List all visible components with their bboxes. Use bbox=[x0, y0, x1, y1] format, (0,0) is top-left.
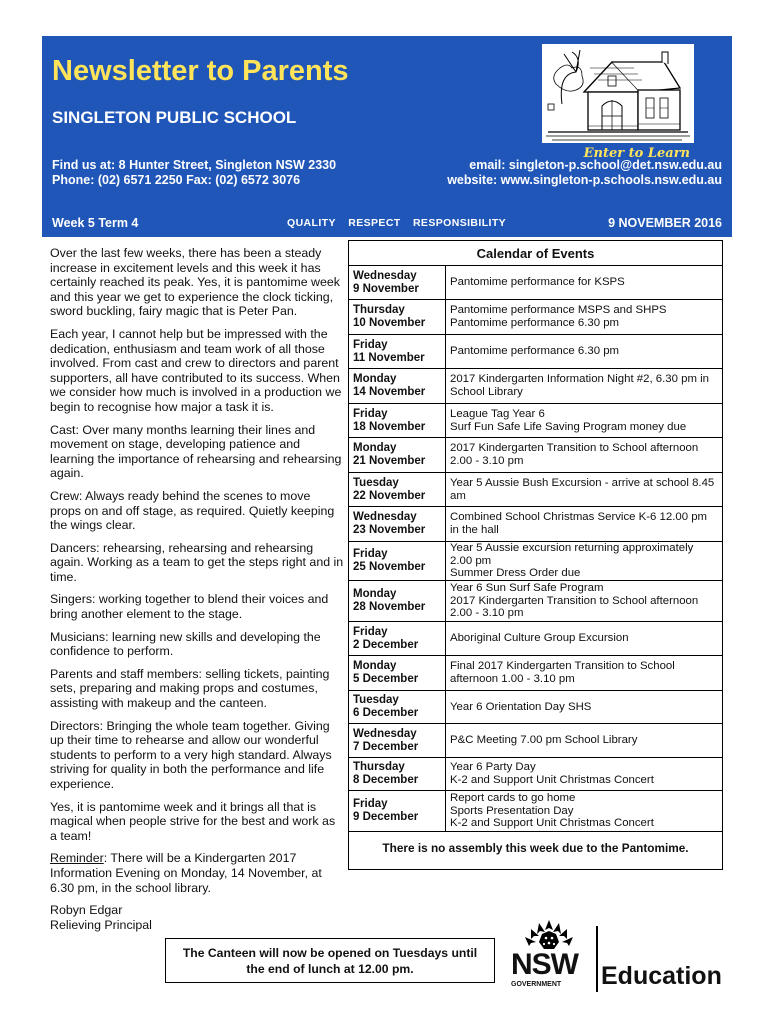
government-wordmark: GOVERNMENT bbox=[511, 981, 562, 988]
event-line: 2017 Kindergarten Information Night #2, 6.30 pm in School Library bbox=[450, 373, 709, 398]
event-date bbox=[349, 542, 446, 580]
calendar-row bbox=[349, 724, 722, 758]
school-email: email: singleton-p.school@det.nsw.edu.au bbox=[469, 158, 722, 172]
event-description bbox=[446, 758, 722, 790]
signer-role: Relieving Principal bbox=[50, 917, 152, 932]
calendar-rows bbox=[349, 266, 722, 832]
event-date-text: 5 December bbox=[353, 673, 419, 685]
event-date bbox=[349, 335, 446, 368]
letter-paragraph: Cast: Over many months learning their lines and movement on stage, developing patience and learning the importance of rehearsing and rehearsing again. bbox=[50, 422, 342, 481]
school-building-drawing bbox=[542, 44, 694, 143]
event-description bbox=[446, 791, 722, 831]
event-date bbox=[349, 300, 446, 334]
newsletter-banner bbox=[42, 36, 732, 237]
event-line: Year 5 Aussie excursion returning approximately 2.00 pm bbox=[450, 542, 694, 567]
event-description bbox=[446, 369, 722, 403]
event-date bbox=[349, 266, 446, 299]
event-day: Monday bbox=[353, 442, 397, 454]
event-line: Report cards to go home bbox=[450, 792, 576, 805]
event-description bbox=[446, 656, 722, 690]
event-line: Aboriginal Culture Group Excursion bbox=[450, 632, 629, 645]
event-date-text: 18 November bbox=[353, 420, 426, 433]
event-line: K-2 and Support Unit Christmas Concert bbox=[450, 774, 654, 786]
school-name: SINGLETON PUBLIC SCHOOL bbox=[52, 108, 297, 127]
newsletter-title: Newsletter to Parents bbox=[52, 55, 349, 87]
letter-paragraph: Directors: Bringing the whole team together. Giving up their time to rehearse and allow our wonderful students to perform to a very high standard. Always striving for quality in both the performance and life experience. bbox=[50, 718, 332, 791]
event-day: Friday bbox=[353, 625, 388, 638]
event-day: Monday bbox=[353, 373, 397, 385]
event-date-text: 2 December bbox=[353, 638, 419, 651]
event-line: Year 6 Sun Surf Safe Program bbox=[450, 582, 604, 595]
calendar-row bbox=[349, 473, 722, 507]
school-values bbox=[287, 217, 515, 229]
event-line: 2017 Kindergarten Transition to School afternoon 2.00 - 3.10 pm bbox=[450, 442, 699, 467]
signer-name: Robyn Edgar bbox=[50, 903, 123, 918]
event-date-text: 9 December bbox=[353, 811, 419, 823]
canteen-notice bbox=[165, 938, 495, 983]
event-day: Friday bbox=[353, 338, 388, 351]
event-day: Monday bbox=[353, 588, 397, 600]
event-line: Pantomime performance 6.30 pm bbox=[450, 317, 620, 329]
event-date bbox=[349, 724, 446, 757]
event-date-text: 7 December bbox=[353, 740, 419, 753]
event-description bbox=[446, 438, 722, 472]
letter-paragraph: Dancers: rehearsing, rehearsing and rehearsing again. Working as a team to get the steps right and in time. bbox=[50, 540, 344, 584]
event-description bbox=[446, 622, 722, 655]
calendar-row bbox=[349, 791, 722, 832]
calendar-row bbox=[349, 622, 722, 656]
logo-divider bbox=[596, 926, 598, 992]
event-date bbox=[349, 622, 446, 655]
letter-paragraph: Each year, I cannot help but be impressed with the dedication, enthusiasm and team work of all those involved. From cast and crew to directors and parent supporters, all have contributed to its success. When we consider how much is involved in a production we begin to recognise how major a task it is. bbox=[50, 326, 342, 414]
event-description bbox=[446, 335, 722, 368]
event-day: Thursday bbox=[353, 761, 405, 773]
school-building-illustration bbox=[542, 44, 694, 143]
nsw-wordmark: NSW bbox=[511, 948, 578, 981]
principal-letter bbox=[50, 246, 344, 932]
reminder-paragraph bbox=[50, 851, 344, 895]
reminder-text: : There will be a Kindergarten 2017 Information Evening on Monday, 14 November, at 6.30 pm, in the school library. bbox=[50, 851, 322, 895]
event-date-text: 11 November bbox=[353, 351, 425, 364]
calendar-row bbox=[349, 507, 722, 542]
calendar-row bbox=[349, 656, 722, 691]
event-day: Wednesday bbox=[353, 511, 417, 523]
calendar-row bbox=[349, 542, 722, 581]
event-description bbox=[446, 581, 722, 621]
event-date bbox=[349, 581, 446, 621]
reminder-label: Reminder bbox=[50, 851, 104, 866]
event-line: Year 6 Orientation Day SHS bbox=[450, 700, 592, 713]
event-description bbox=[446, 404, 722, 437]
calendar-of-events bbox=[348, 240, 723, 870]
calendar-title: Calendar of Events bbox=[349, 241, 722, 266]
letter-paragraph: Singers: working together to blend their voices and bring another element to the stage. bbox=[50, 592, 329, 622]
canteen-line: the end of lunch at 12.00 pm. bbox=[246, 962, 414, 976]
event-description bbox=[446, 724, 722, 757]
event-line: Combined School Christmas Service K-6 12.00 pm in the hall bbox=[450, 511, 708, 536]
event-date bbox=[349, 656, 446, 690]
event-date-text: 10 November bbox=[353, 317, 426, 329]
letter-paragraph: Yes, it is pantomime week and it brings all that is magical when people strive for the best and work as a team! bbox=[50, 799, 336, 843]
event-date bbox=[349, 507, 446, 541]
event-day: Thursday bbox=[353, 304, 405, 316]
letter-paragraph: Over the last few weeks, there has been a steady increase in excitement levels and this week it has certainly reached its peak. Yes, it is pantomime week and this year we get to experience the clock ticking, sword buckling, fairy magic that is Peter Pan. bbox=[50, 246, 340, 319]
canteen-line: The Canteen will now be opened on Tuesdays until bbox=[182, 946, 478, 960]
event-line: Pantomime performance for KSPS bbox=[450, 276, 625, 289]
event-line: Pantomime performance MSPS and SHPS bbox=[450, 304, 667, 317]
event-line: Summer Dress Order due bbox=[450, 567, 581, 580]
event-line: Year 6 Party Day bbox=[450, 761, 536, 774]
event-line: K-2 and Support Unit Christmas Concert bbox=[450, 817, 654, 830]
issue-date: 9 NOVEMBER 2016 bbox=[608, 216, 722, 230]
event-date bbox=[349, 369, 446, 403]
event-date bbox=[349, 473, 446, 506]
value-responsibility: RESPONSIBILITY bbox=[412, 217, 507, 229]
event-day: Wednesday bbox=[353, 727, 417, 740]
event-day: Wednesday bbox=[353, 269, 417, 282]
event-line: Final 2017 Kindergarten Transition to School afternoon 1.00 - 3.10 pm bbox=[450, 660, 675, 685]
event-line: League Tag Year 6 bbox=[450, 407, 545, 420]
event-date-text: 8 December bbox=[353, 774, 419, 786]
event-day: Friday bbox=[353, 798, 388, 810]
event-line: 2017 Kindergarten Transition to School afternoon 2.00 - 3.10 pm bbox=[450, 594, 699, 620]
school-motto: Enter to Learn bbox=[583, 146, 690, 161]
calendar-row bbox=[349, 438, 722, 473]
event-line: Surf Fun Safe Life Saving Program money due bbox=[450, 420, 687, 433]
event-description bbox=[446, 473, 722, 506]
event-line: P&C Meeting 7.00 pm School Library bbox=[450, 734, 638, 747]
event-day: Friday bbox=[353, 407, 388, 420]
event-line: Year 5 Aussie Bush Excursion - arrive at school 8.45 am bbox=[450, 476, 715, 502]
school-phone: Phone: (02) 6571 2250 Fax: (02) 6572 3076 bbox=[52, 173, 301, 187]
calendar-row bbox=[349, 758, 722, 791]
event-description bbox=[446, 507, 722, 541]
event-day: Monday bbox=[353, 660, 397, 672]
event-line: Pantomime performance 6.30 pm bbox=[450, 345, 620, 358]
event-description bbox=[446, 691, 722, 723]
event-date-text: 21 November bbox=[353, 455, 426, 467]
value-quality: QUALITY bbox=[287, 217, 336, 229]
event-date-text: 25 November bbox=[353, 561, 426, 573]
calendar-row bbox=[349, 404, 722, 438]
value-respect: RESPECT bbox=[348, 217, 401, 229]
event-date-text: 6 December bbox=[353, 707, 419, 719]
calendar-row bbox=[349, 266, 722, 300]
event-day: Tuesday bbox=[353, 476, 399, 489]
event-date-text: 28 November bbox=[353, 601, 426, 613]
event-description bbox=[446, 542, 722, 580]
event-date bbox=[349, 404, 446, 437]
week-term: Week 5 Term 4 bbox=[52, 216, 139, 230]
calendar-row bbox=[349, 300, 722, 335]
letter-paragraph: Parents and staff members: selling tickets, painting sets, preparing and making props and costumes, assisting with makeup and the canteen. bbox=[50, 666, 330, 711]
event-date bbox=[349, 438, 446, 472]
nsw-education-logo bbox=[505, 918, 725, 996]
event-date-text: 22 November bbox=[353, 489, 426, 502]
event-date bbox=[349, 791, 446, 831]
calendar-row bbox=[349, 581, 722, 622]
event-date bbox=[349, 691, 446, 723]
event-description bbox=[446, 266, 722, 299]
event-date-text: 9 November bbox=[353, 282, 419, 295]
event-line: Sports Presentation Day bbox=[450, 804, 574, 817]
event-date-text: 23 November bbox=[353, 524, 426, 536]
letter-paragraph: Musicians: learning new skills and developing the confidence to perform. bbox=[50, 629, 321, 659]
event-day: Tuesday bbox=[353, 694, 399, 706]
event-description bbox=[446, 300, 722, 334]
calendar-row bbox=[349, 369, 722, 404]
calendar-row bbox=[349, 335, 722, 369]
school-address: Find us at: 8 Hunter Street, Singleton NSW 2330 bbox=[52, 158, 337, 172]
event-day: Friday bbox=[353, 548, 388, 560]
school-website: website: www.singleton-p.schools.nsw.edu.au bbox=[447, 173, 722, 187]
calendar-row bbox=[349, 691, 722, 724]
signature-block bbox=[50, 903, 344, 932]
event-date bbox=[349, 758, 446, 790]
education-wordmark: Education bbox=[601, 962, 722, 990]
letter-paragraph: Crew: Always ready behind the scenes to move props on and off stage, as required. Quietly keeping the wings clear. bbox=[50, 488, 335, 533]
event-date-text: 14 November bbox=[353, 386, 426, 398]
assembly-note: There is no assembly this week due to the Pantomime. bbox=[382, 841, 689, 855]
